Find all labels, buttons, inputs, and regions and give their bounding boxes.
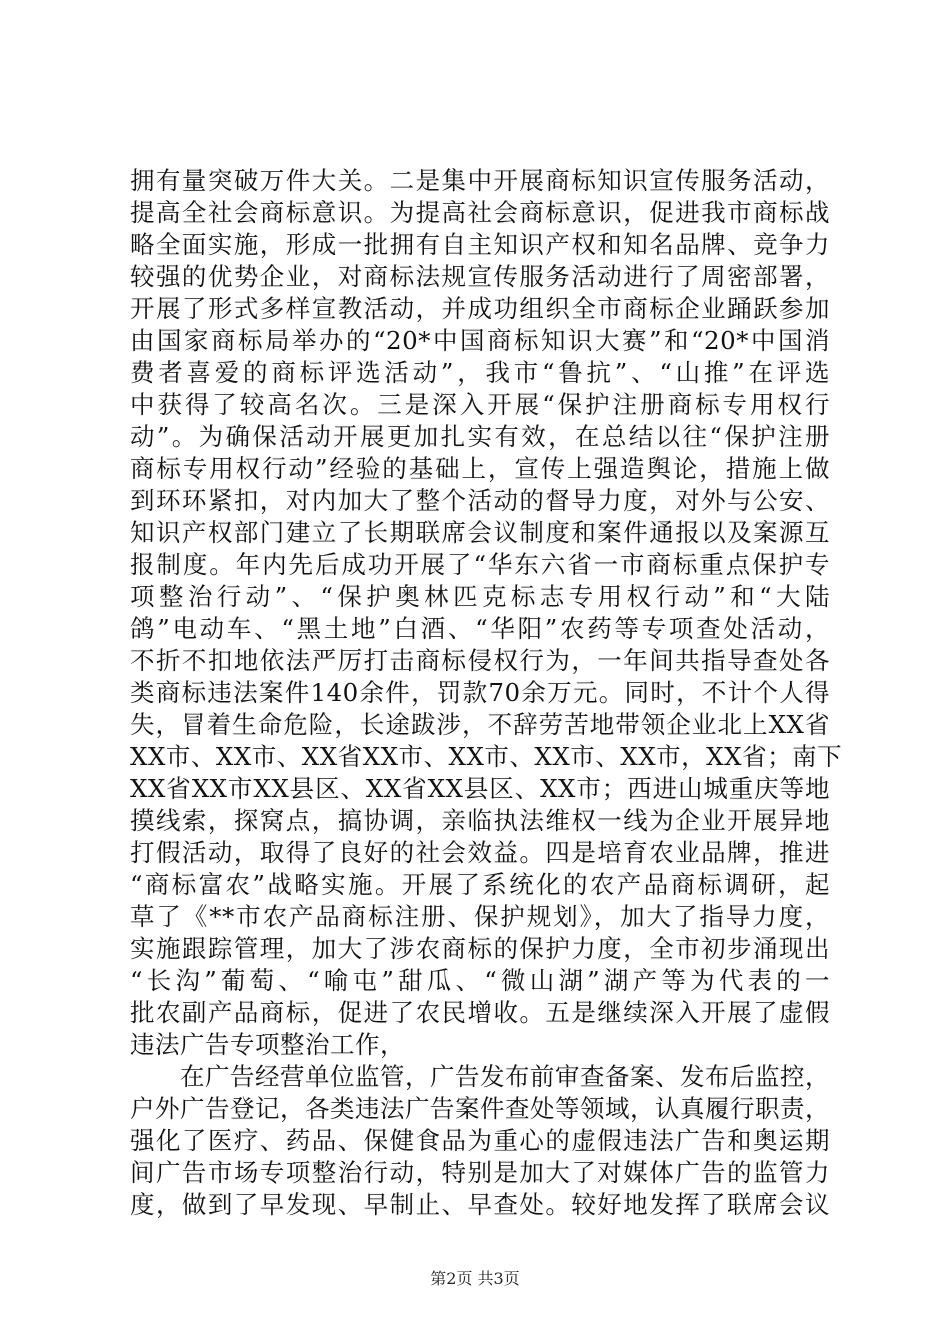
text-line: 违法广告专项整治工作， xyxy=(130,1030,405,1059)
text-line: 项整治行动”、“保护奥林匹克标志专用权行动”和“大陆 xyxy=(130,582,830,611)
text-line: 由国家商标局举办的“20*中国商标知识大赛”和“20*中国消 xyxy=(130,326,830,355)
text-line: 强化了医疗、药品、保健食品为重心的虚假违法广告和奥运期 xyxy=(130,1126,830,1155)
text-line: 开展了形式多样宣教活动，并成功组织全市商标企业踊跃参加 xyxy=(130,294,830,323)
text-line: 批农副产品商标，促进了农民增收。五是继续深入开展了虚假 xyxy=(130,998,830,1027)
text-line: 略全面实施，形成一批拥有自主知识产权和知名品牌、竞争力 xyxy=(130,230,830,259)
text-line: 户外广告登记，各类违法广告案件查处等领域，认真履行职责， xyxy=(130,1094,830,1123)
body-text xyxy=(130,165,843,1221)
text-line: 中获得了较高名次。三是深入开展“保护注册商标专用权行 xyxy=(130,390,830,419)
text-line: 知识产权部门建立了长期联席会议制度和案件通报以及案源互 xyxy=(130,518,830,547)
text-line: 动”。为确保活动开展更加扎实有效，在总结以往“保护注册 xyxy=(130,422,830,451)
text-line: 在广告经营单位监管，广告发布前审查备案、发布后监控， xyxy=(130,1062,830,1091)
text-line: 到环环紧扣，对内加大了整个活动的督导力度，对外与公安、 xyxy=(130,486,830,515)
text-line: 度，做到了早发现、早制止、早查处。较好地发挥了联席会议 xyxy=(130,1190,830,1219)
text-line: 提高全社会商标意识。为提高社会商标意识，促进我市商标战 xyxy=(130,198,830,227)
text-line: 失，冒着生命危险，长途跋涉，不辞劳苦地带领企业北上XX省 xyxy=(130,710,830,739)
text-line: 打假活动，取得了良好的社会效益。四是培育农业品牌，推进 xyxy=(130,838,830,867)
text-line: 实施跟踪管理，加大了涉农商标的保护力度，全市初步涌现出 xyxy=(130,934,830,963)
text-line: 报制度。年内先后成功开展了“华东六省一市商标重点保护专 xyxy=(130,550,830,579)
text-line: XX省XX市XX县区、XX省XX县区、XX市；西进山城重庆等地 xyxy=(130,774,830,803)
text-line: 较强的优势企业，对商标法规宣传服务活动进行了周密部署， xyxy=(130,262,830,291)
text-line: 摸线索，探窝点，搞协调，亲临执法维权一线为企业开展异地 xyxy=(130,806,830,835)
text-line: “长沟”葡萄、“喻屯”甜瓜、“微山湖”湖产等为代表的一 xyxy=(130,966,830,995)
text-line: 类商标违法案件140余件，罚款70余万元。同时，不计个人得 xyxy=(130,678,830,707)
text-line: 鸽”电动车、“黑土地”白酒、“华阳”农药等专项查处活动， xyxy=(130,614,830,643)
text-line: 间广告市场专项整治行动，特别是加大了对媒体广告的监管力 xyxy=(130,1158,830,1187)
page-number-footer: 第2页 共3页 xyxy=(430,1269,520,1288)
text-line: “商标富农”战略实施。开展了系统化的农产品商标调研，起 xyxy=(130,870,830,899)
text-line: 草了《**市农产品商标注册、保护规划》，加大了指导力度， xyxy=(130,902,830,931)
text-line: 商标专用权行动”经验的基础上，宣传上强造舆论，措施上做 xyxy=(130,454,830,483)
text-line: XX市、XX市、XX省XX市、XX市、XX市、XX市，XX省；南下 xyxy=(130,742,843,771)
text-line: 不折不扣地依法严厉打击商标侵权行为，一年间共指导查处各 xyxy=(130,646,830,675)
text-line: 拥有量突破万件大关。二是集中开展商标知识宣传服务活动， xyxy=(130,166,830,195)
text-line: 费者喜爱的商标评选活动”，我市“鲁抗”、“山推”在评选 xyxy=(130,358,830,387)
